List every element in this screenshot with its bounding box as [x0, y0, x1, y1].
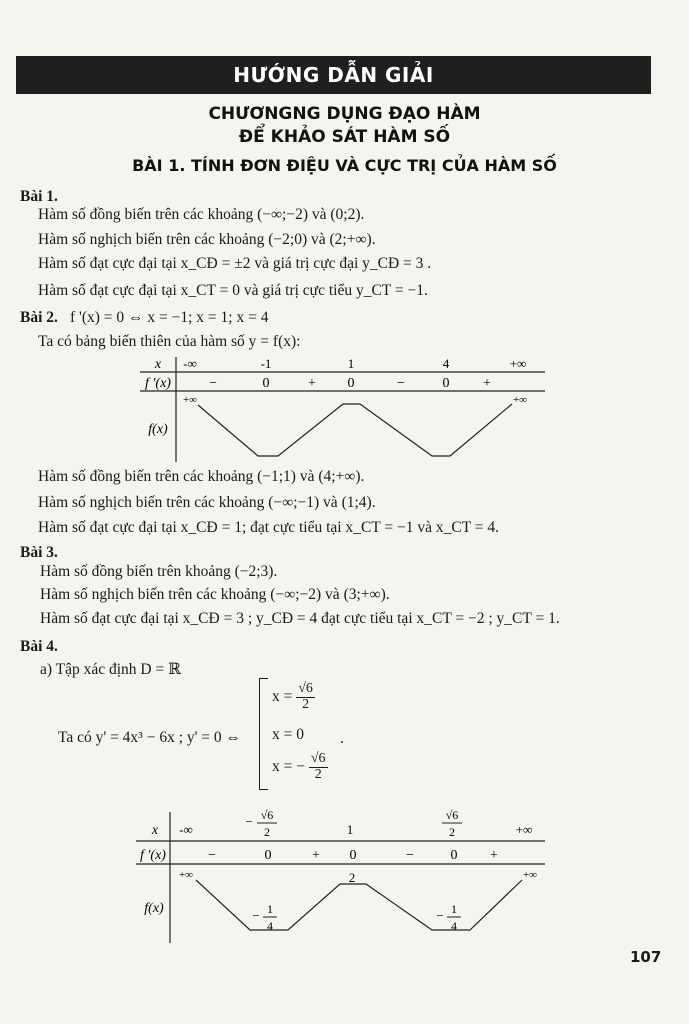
- case3-num: √6: [310, 751, 326, 766]
- bai4-domain: a) Tập xác định D = ℝ: [40, 661, 181, 678]
- t1-fp-label: f '(x): [145, 376, 171, 391]
- t2-sign-1: 0: [264, 848, 272, 863]
- bai2-line2: Hàm số nghịch biến trên các khoảng (−∞;−1) và (1;4).: [38, 494, 376, 511]
- t1-f-label: f(x): [148, 422, 168, 437]
- bai2-intro: Ta có bảng biến thiên của hàm số y = f(x):: [38, 333, 301, 350]
- t1-sign-1: 0: [262, 376, 270, 391]
- page-number: 107: [630, 948, 662, 966]
- chapter-title-line2: ĐỂ KHẢO SÁT HÀM SỐ: [238, 127, 451, 147]
- t2-variation-arrows: [196, 880, 522, 930]
- t2-f-left: +∞: [178, 869, 194, 881]
- t1-sign-0: −: [209, 376, 217, 391]
- t2-min2-sign: −: [436, 908, 444, 923]
- bai3-line3: Hàm số đạt cực đại tại x_CĐ = 3 ; y_CĐ = 4 đạt cực tiểu tại x_CT = −2 ; y_CT = 1.: [40, 610, 560, 627]
- t2-x-right: +∞: [515, 822, 533, 837]
- t1-x-1: -1: [260, 356, 272, 371]
- chapter-title-line1: CHƯƠNGNG DỤNG ĐẠO HÀM: [208, 104, 481, 124]
- bai1-line4: Hàm số đạt cực đại tại x_CT = 0 và giá trị cực tiểu y_CT = −1.: [38, 282, 428, 299]
- bai1-line2: Hàm số nghịch biến trên các khoảng (−2;0) và (2;+∞).: [38, 231, 376, 248]
- bai2-label: Bài 2.: [20, 309, 58, 326]
- case1-num: √6: [298, 681, 313, 696]
- bai1-line3: Hàm số đạt cực đại tại x_CĐ = ±2 và giá trị cực đại y_CĐ = 3 .: [38, 255, 432, 272]
- t1-sign-5: 0: [442, 376, 450, 391]
- bai3-line2: Hàm số nghịch biến trên các khoảng (−∞;−2) và (3;+∞).: [40, 586, 390, 603]
- case1-lhs: x =: [272, 687, 293, 705]
- t2-x-left: -∞: [179, 822, 193, 837]
- t2-x-neg-num: √6: [260, 808, 274, 822]
- t2-min1-den: 4: [267, 919, 273, 933]
- t1-x-0: -∞: [183, 356, 197, 371]
- t2-min2-num: 1: [451, 902, 457, 916]
- t2-sign-5: 0: [450, 848, 458, 863]
- t2-x-mid: 1: [346, 822, 354, 837]
- t2-x-pos-den: 2: [449, 825, 455, 839]
- t2-x-neg-sign: −: [245, 814, 253, 829]
- t2-sign-6: +: [490, 848, 498, 863]
- lesson-title: BÀI 1. TÍNH ĐƠN ĐIỆU VÀ CỰC TRỊ CỦA HÀM SỐ: [132, 156, 557, 175]
- case2: x = 0: [272, 726, 304, 743]
- bai1-line1: Hàm số đồng biến trên các khoảng (−∞;−2) và (0;2).: [38, 206, 365, 223]
- bai3-label: Bài 3.: [20, 544, 58, 561]
- t2-sign-3: 0: [349, 848, 357, 863]
- case3-lhs: x = −: [272, 757, 305, 775]
- t2-min1-num: 1: [267, 902, 273, 916]
- bai1-label: Bài 1.: [20, 188, 58, 205]
- bai3-line1: Hàm số đồng biến trên khoảng (−2;3).: [40, 563, 278, 580]
- t2-min1-sign: −: [252, 908, 260, 923]
- t2-f-max: 2: [348, 870, 356, 885]
- t2-f-right: +∞: [522, 869, 538, 881]
- bai2-condition: f '(x) = 0 ⇔ x = −1; x = 1; x = 4: [70, 309, 269, 326]
- t1-sign-3: 0: [347, 376, 355, 391]
- bai4-label: Bài 4.: [20, 638, 58, 655]
- bai4-derivative: Ta có y' = 4x³ − 6x ; y' = 0 ⇔: [58, 729, 242, 746]
- bai2-line1: Hàm số đồng biến trên các khoảng (−1;1) và (4;+∞).: [38, 468, 365, 485]
- t2-sign-4: −: [406, 848, 414, 863]
- t1-x-3: 4: [442, 356, 450, 371]
- t1-f-right: +∞: [512, 394, 528, 406]
- t2-x-pos-num: √6: [445, 808, 459, 822]
- t2-x-neg-den: 2: [264, 825, 270, 839]
- t2-x-label: x: [151, 823, 159, 838]
- bai2-line3: Hàm số đạt cực đại tại x_CĐ = 1; đạt cực tiểu tại x_CT = −1 và x_CT = 4.: [38, 519, 500, 536]
- t1-f-left: +∞: [182, 394, 198, 406]
- t1-x-4: +∞: [509, 356, 527, 371]
- case3-den: 2: [314, 766, 322, 782]
- t2-fp-label: f '(x): [140, 848, 166, 863]
- t1-sign-2: +: [308, 376, 316, 391]
- t2-sign-0: −: [208, 848, 216, 863]
- t1-sign-6: +: [483, 376, 491, 391]
- case1-den: 2: [302, 696, 310, 712]
- t2-min2-den: 4: [451, 919, 457, 933]
- t2-sign-2: +: [312, 848, 320, 863]
- t1-x-label: x: [154, 357, 162, 372]
- t1-sign-4: −: [397, 376, 405, 391]
- section-banner: HƯỚNG DẪN GIẢI: [16, 56, 651, 94]
- t1-x-2: 1: [347, 356, 355, 371]
- t2-f-label: f(x): [144, 901, 164, 916]
